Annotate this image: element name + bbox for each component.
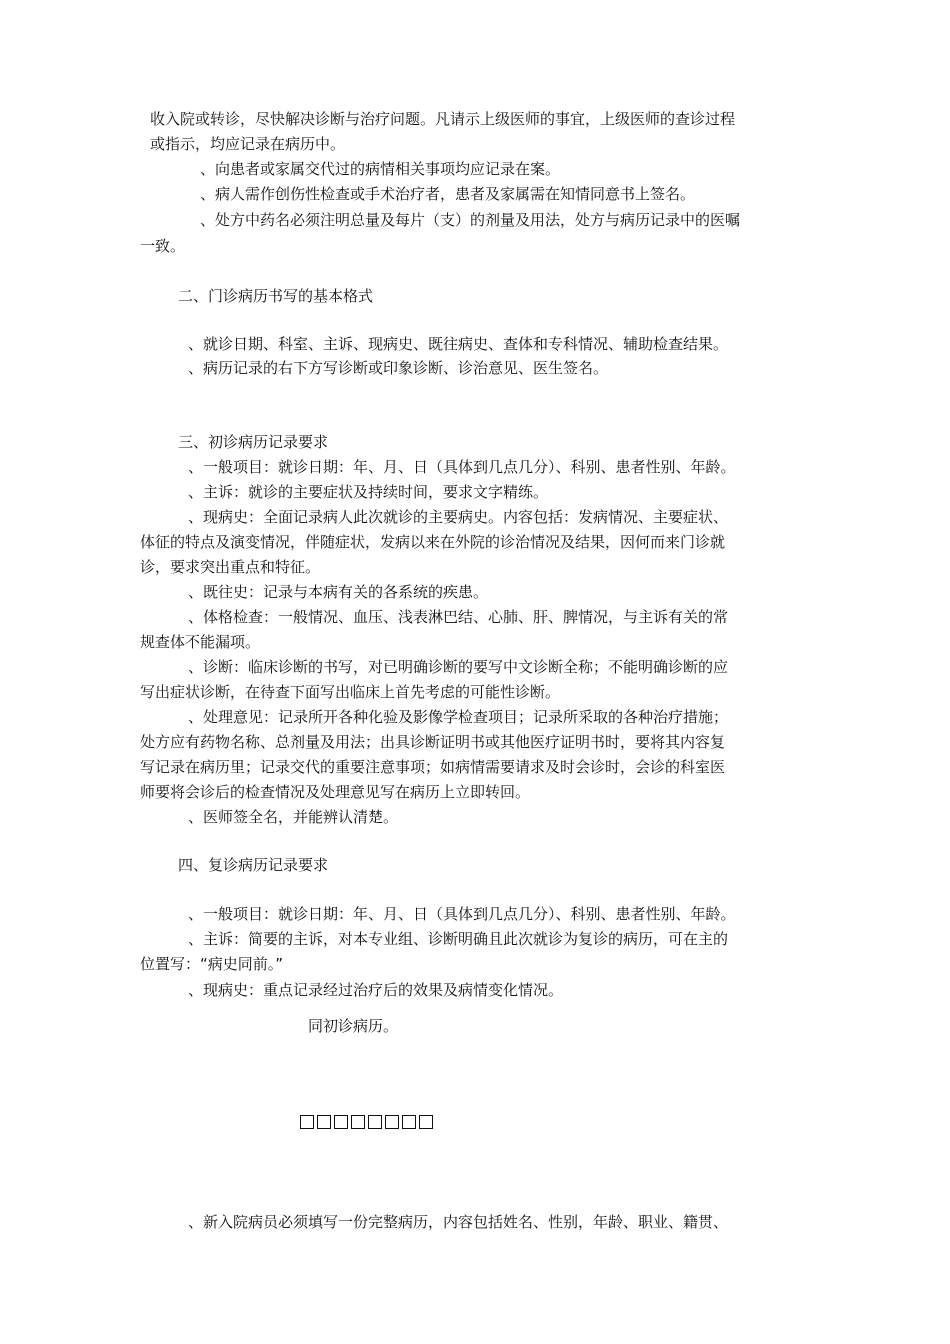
missing-glyph-box — [317, 1115, 331, 1129]
section-heading: 四、复诊病历记录要求 — [178, 856, 329, 874]
missing-glyph-title — [300, 1115, 433, 1129]
text-line: 、既往史：记录与本病有关的各系统的疾患。 — [188, 583, 489, 601]
text-line: 、现病史：全面记录病人此次就诊的主要病史。内容包括：发病情况、主要症状、 — [188, 508, 729, 526]
missing-glyph-box — [402, 1115, 416, 1129]
text-line: 、一般项目：就诊日期：年、月、日（具体到几点几分）、科别、患者性别、年龄。 — [188, 458, 736, 476]
missing-glyph-box — [334, 1115, 348, 1129]
text-line: 同初诊病历。 — [308, 1017, 399, 1035]
text-line: 或指示，均应记录在病历中。 — [150, 135, 346, 153]
text-line: 、体格检查：一般情况、血压、浅表淋巴结、心肺、肝、脾情况，与主诉有关的常 — [188, 608, 729, 626]
text-line: 、病历记录的右下方写诊断或印象诊断、诊治意见、医生签名。 — [188, 359, 609, 377]
text-line: 师要将会诊后的检查情况及处理意见写在病历上立即转回。 — [140, 783, 531, 801]
section-heading: 三、初诊病历记录要求 — [178, 433, 329, 451]
text-line: 体征的特点及演变情况，伴随症状，发病以来在外院的诊治情况及结果，因何而来门诊就 — [140, 533, 726, 551]
text-line: 、新入院病员必须填写一份完整病历，内容包括姓名、性别，年龄、职业、籍贯、 — [188, 1213, 729, 1231]
text-line: 、医师签全名，并能辨认清楚。 — [188, 808, 399, 826]
missing-glyph-box — [385, 1115, 399, 1129]
text-line: 、处方中药名必须注明总量及每片（支）的剂量及用法，处方与病历记录中的医嘱 — [200, 211, 741, 229]
text-line: 规查体不能漏项。 — [140, 633, 261, 651]
text-line: 、向患者或家属交代过的病情相关事项均应记录在案。 — [200, 160, 561, 178]
text-line: 、主诉：简要的主诉，对本专业组、诊断明确且此次就诊为复诊的病历，可在主的 — [188, 930, 729, 948]
text-line: 、处理意见：记录所开各种化验及影像学检查项目；记录所采取的各种治疗措施； — [188, 708, 729, 726]
text-line: 、病人需作创伤性检查或手术治疗者，患者及家属需在知情同意书上签名。 — [200, 185, 696, 203]
text-line: 处方应有药物名称、总剂量及用法；出具诊断证明书或其他医疗证明书时，要将其内容复 — [140, 733, 726, 751]
text-line: 一致。 — [140, 237, 186, 255]
text-line: 、就诊日期、科室、主诉、现病史、既往病史、查体和专科情况、辅助检查结果。 — [188, 335, 729, 353]
missing-glyph-box — [368, 1115, 382, 1129]
section-heading: 二、门诊病历书写的基本格式 — [178, 287, 374, 305]
text-line: 诊，要求突出重点和特征。 — [140, 558, 321, 576]
text-line: 位置写：“病史同前。” — [140, 955, 284, 973]
text-line: 收入院或转诊，尽快解决诊断与治疗问题。凡请示上级医师的事宜，上级医师的查诊过程 — [150, 110, 736, 128]
text-line: 、主诉：就诊的主要症状及持续时间，要求文字精练。 — [188, 483, 549, 501]
text-line: 、现病史：重点记录经过治疗后的效果及病情变化情况。 — [188, 981, 564, 999]
text-line: 写出症状诊断，在待查下面写出临床上首先考虑的可能性诊断。 — [140, 683, 561, 701]
missing-glyph-box — [300, 1115, 314, 1129]
text-line: 、诊断：临床诊断的书写，对已明确诊断的要写中文诊断全称；不能明确诊断的应 — [188, 658, 729, 676]
text-line: 、一般项目：就诊日期：年、月、日（具体到几点几分）、科别、患者性别、年龄。 — [188, 905, 736, 923]
text-line: 写记录在病历里；记录交代的重要注意事项；如病情需要请求及时会诊时，会诊的科室医 — [140, 758, 726, 776]
missing-glyph-box — [351, 1115, 365, 1129]
missing-glyph-box — [419, 1115, 433, 1129]
